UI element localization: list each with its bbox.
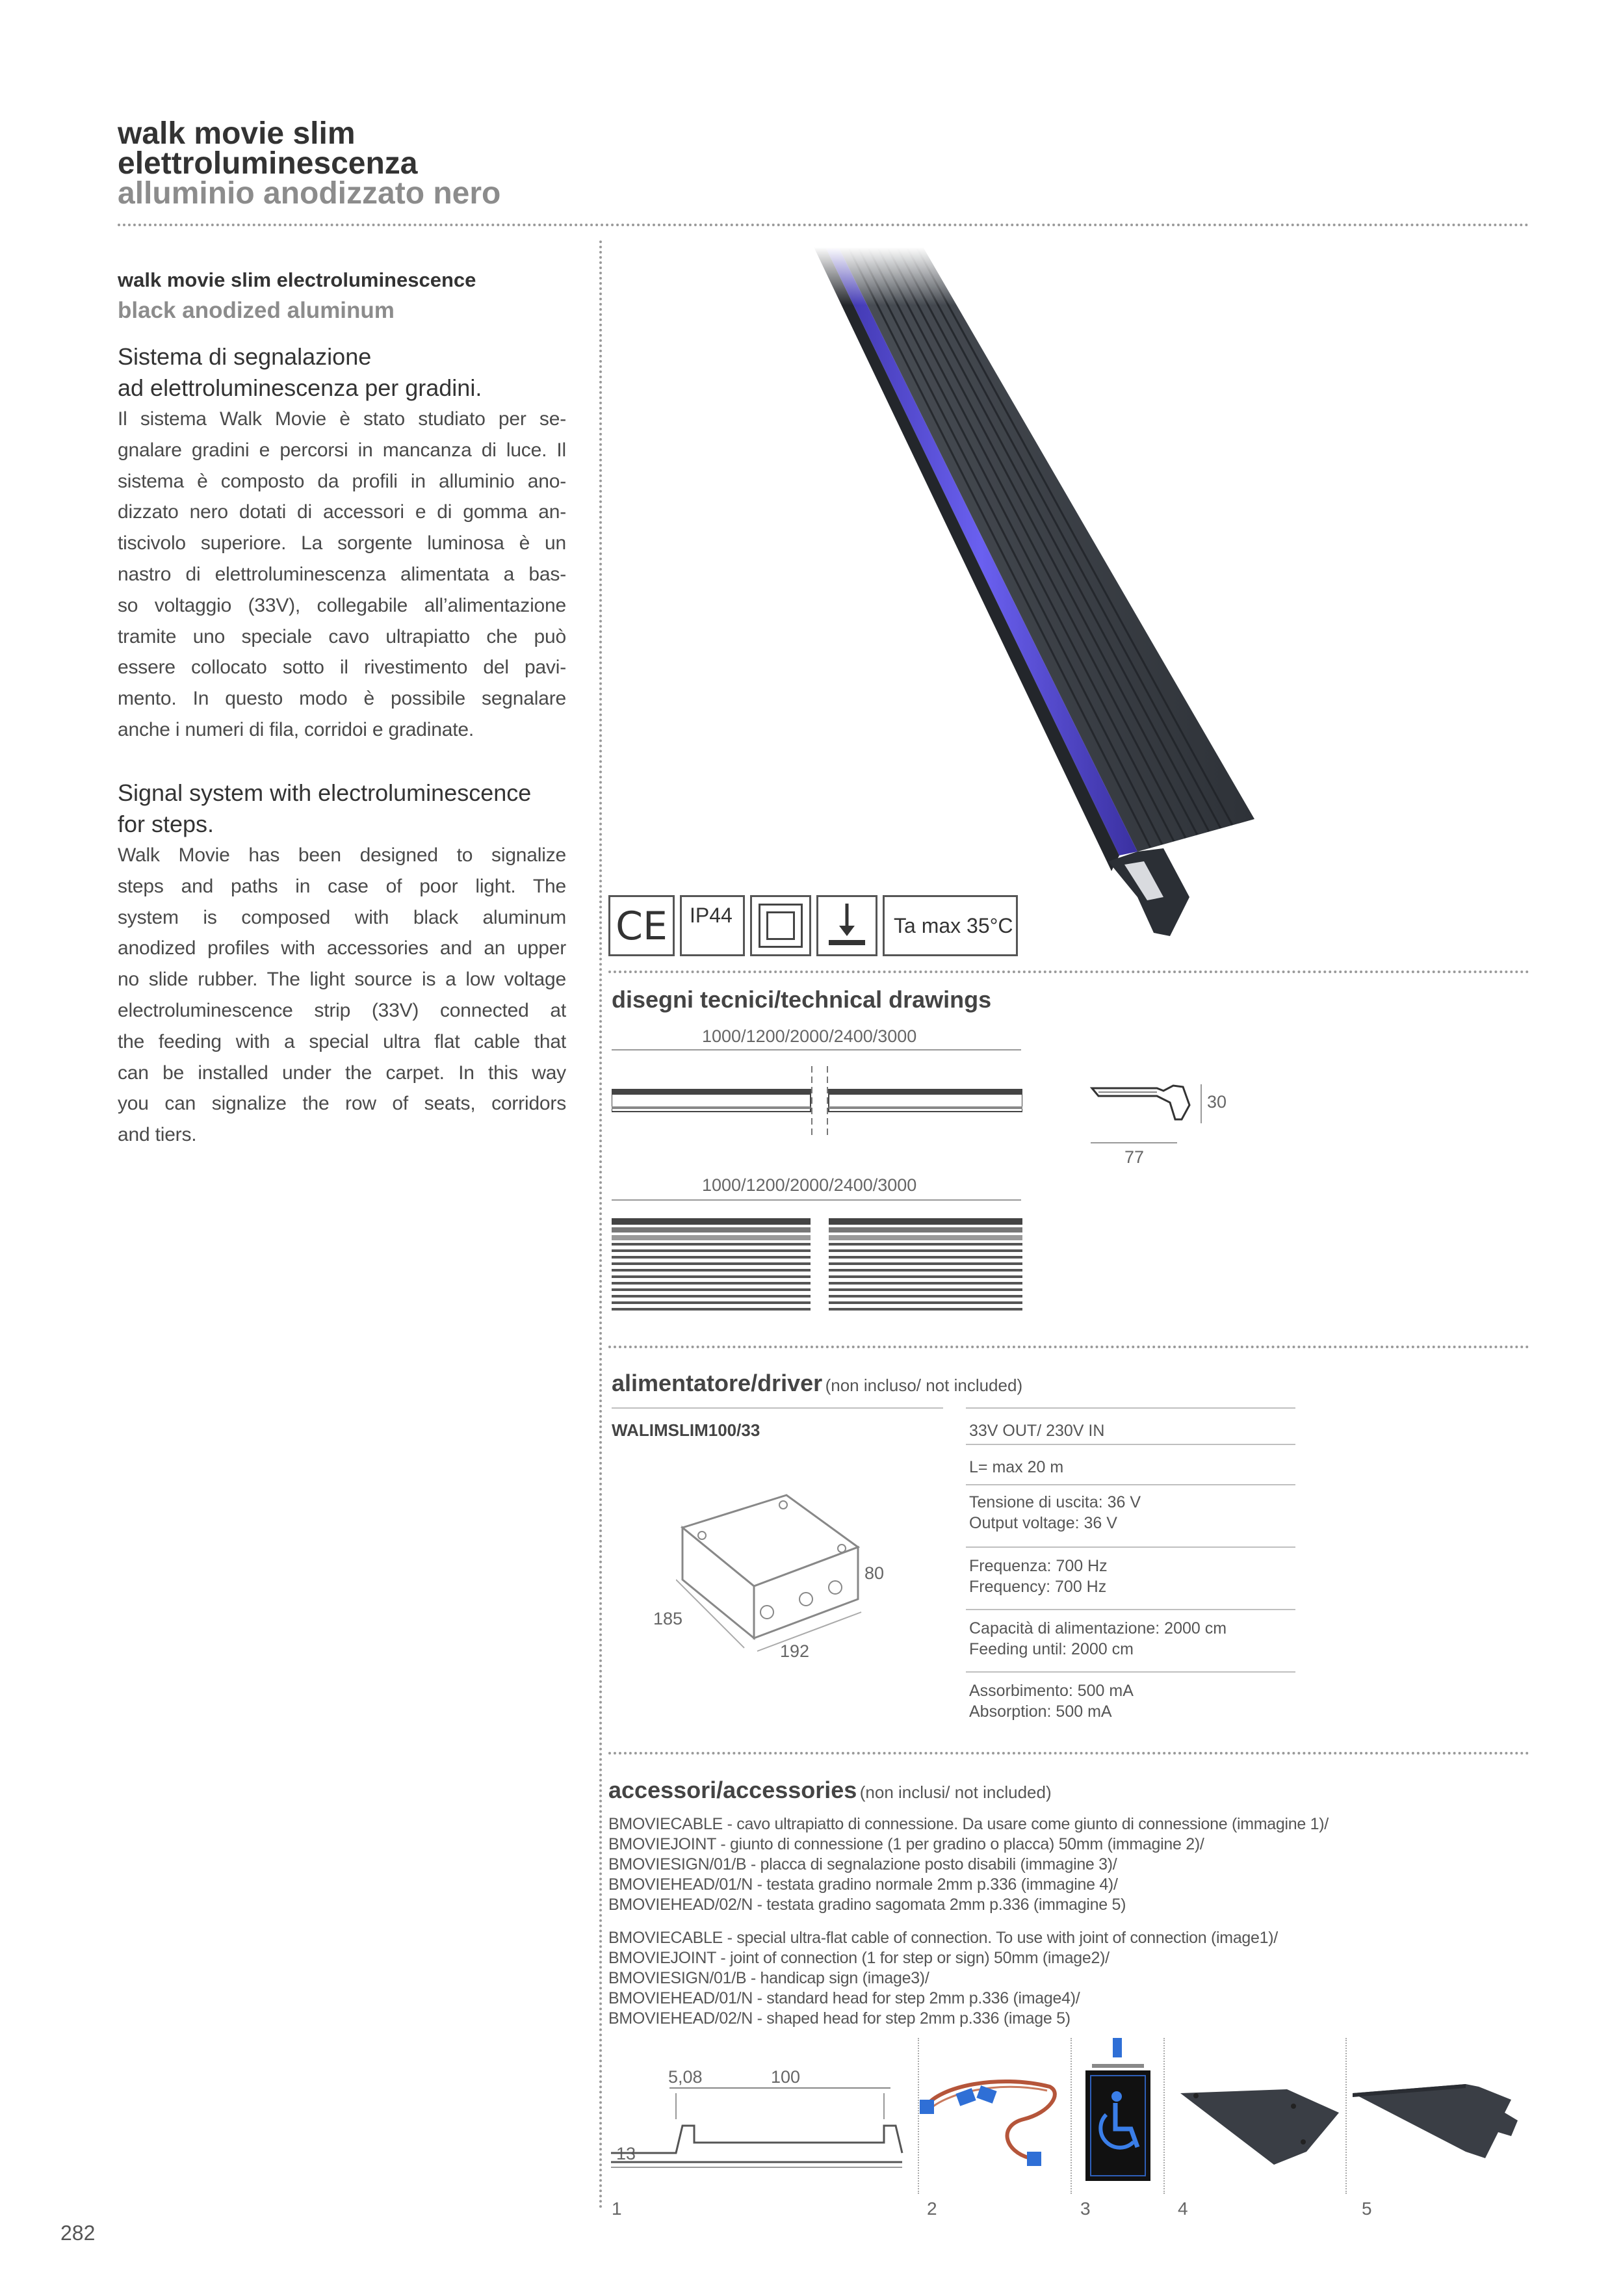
italian-heading-1: Sistema di segnalazione xyxy=(118,343,372,370)
text-line: BMOVIEHEAD/02/N - shaped head for step 2mm p.336 (image 5) xyxy=(608,2009,1071,2028)
spec-line: Tensione di uscita: 36 V xyxy=(969,1493,1141,1511)
spec-line: Feeding until: 2000 cm xyxy=(969,1640,1134,1658)
driver-dim-width: 185 xyxy=(653,1609,683,1628)
text-line: anche i numeri di fila, corridoi e gradinate. xyxy=(118,718,474,740)
text-line: the feeding with a special ultra flat cable that xyxy=(118,1030,566,1052)
italian-body xyxy=(118,404,566,746)
english-heading-1: Signal system with electroluminescence xyxy=(118,779,532,806)
section-drawing xyxy=(1085,1079,1215,1131)
italian-description xyxy=(118,341,566,746)
spec-line: Capacità di alimentazione: 2000 cm xyxy=(969,1619,1227,1637)
page-number: 282 xyxy=(60,2221,96,2245)
text-line: and tiers. xyxy=(118,1124,197,1146)
text-line: you can signalize the row of seats, corridors xyxy=(118,1093,566,1115)
text-line: electroluminescence strip (33V) connected at xyxy=(118,999,566,1021)
spec-row xyxy=(969,1548,1294,1609)
spec-row xyxy=(969,1673,1294,1725)
spec-row xyxy=(969,1610,1294,1671)
acc-dim-a: 5,08 xyxy=(668,2067,703,2087)
surface-mount-icon xyxy=(816,895,877,956)
ip-rating-text: IP44 xyxy=(690,904,733,927)
title-line-2: elettroluminescenza xyxy=(118,146,418,181)
length-label-bottom: 1000/1200/2000/2400/3000 xyxy=(702,1175,917,1195)
accessory-4-head xyxy=(1176,2080,1345,2171)
side-view-drawing xyxy=(612,1066,1022,1139)
text-line: Il sistema Walk Movie è stato studiato per se- xyxy=(118,408,566,430)
spec-line: Frequency: 700 Hz xyxy=(969,1578,1107,1596)
text-line: can be installed under the carpet. In this way xyxy=(118,1062,566,1084)
temperature-rating xyxy=(883,895,1018,956)
accessory-3-sign xyxy=(1079,2038,1157,2187)
drawings-title: disegni tecnici/technical drawings xyxy=(612,986,992,1013)
image-number: 4 xyxy=(1178,2198,1188,2219)
text-line: so voltaggio (33V), collegabile all’alimentazione xyxy=(118,594,566,616)
driver-dim-length: 192 xyxy=(780,1641,810,1661)
column-divider xyxy=(599,241,602,2210)
accessories-title-row xyxy=(608,1777,1052,1804)
accessory-1-drawing xyxy=(611,2080,903,2178)
text-line: BMOVIEHEAD/01/N - standard head for step 2mm p.336 (image4)/ xyxy=(608,1989,1080,2007)
spec-line: L= max 20 m xyxy=(969,1458,1064,1476)
english-heading-2: for steps. xyxy=(118,811,214,837)
image-number: 3 xyxy=(1080,2198,1091,2219)
english-body xyxy=(118,840,566,1151)
spec-line: Output voltage: 36 V xyxy=(969,1514,1117,1532)
driver-divider xyxy=(608,1346,1529,1348)
ce-mark xyxy=(608,895,675,956)
accessories-divider xyxy=(608,1752,1529,1755)
image-number: 2 xyxy=(927,2198,937,2219)
accessories-title: accessori/accessories xyxy=(608,1777,857,1803)
english-description xyxy=(118,777,566,1151)
text-line: nastro di elettroluminescenza alimentata a bas- xyxy=(118,563,566,585)
text-line: system is composed with black aluminum xyxy=(118,906,566,928)
product-image xyxy=(773,247,1267,949)
top-view-drawing xyxy=(612,1216,1022,1316)
text-line: BMOVIEJOINT - joint of connection (1 for step or sign) 50mm (image2)/ xyxy=(608,1949,1110,1967)
text-line: dizzato nero dotati di accessori e di gomma an- xyxy=(118,501,566,523)
spec-line: Frequenza: 700 Hz xyxy=(969,1557,1108,1575)
subtitle-material: black anodized aluminum xyxy=(118,298,395,323)
driver-title-row xyxy=(612,1370,1022,1397)
text-line: BMOVIECABLE - special ultra-flat cable of connection. To use with joint of connection (image1)/ xyxy=(608,1929,1278,1947)
text-line: steps and paths in case of poor light. The xyxy=(118,875,566,897)
text-line: tramite uno speciale cavo ultrapiatto che può xyxy=(118,625,566,647)
text-line: anodized profiles with accessories and an upper xyxy=(118,937,566,959)
text-line: BMOVIESIGN/01/B - handicap sign (image3)/ xyxy=(608,1969,929,1987)
text-line: sistema è composto da profili in alluminio ano- xyxy=(118,470,566,492)
text-line: BMOVIECABLE - cavo ultrapiatto di connessione. Da usare come giunto di connessione (immagine 1)/ xyxy=(608,1815,1329,1833)
driver-specs xyxy=(969,1420,1294,1725)
text-line: BMOVIEHEAD/01/N - testata gradino normale 2mm p.336 (immagine 4)/ xyxy=(608,1875,1118,1894)
image-number: 1 xyxy=(612,2198,622,2219)
ce-mark-text: CE xyxy=(616,904,668,949)
driver-title: alimentatore/driver xyxy=(612,1370,823,1396)
accessories-italian xyxy=(608,1814,1329,1915)
driver-dim-height: 80 xyxy=(864,1563,885,1583)
italian-heading-2: ad elettroluminescenza per gradini. xyxy=(118,374,482,401)
accessory-2-cable xyxy=(920,2048,1066,2178)
spec-row xyxy=(969,1420,1294,1444)
text-line: mento. In questo modo è possibile segnalare xyxy=(118,688,566,710)
text-line: Walk Movie has been designed to signalize xyxy=(118,844,566,866)
text-line: BMOVIEHEAD/02/N - testata gradino sagomata 2mm p.336 (immagine 5) xyxy=(608,1896,1126,1914)
spec-line: 33V OUT/ 230V IN xyxy=(969,1422,1105,1440)
accessories-english xyxy=(608,1928,1278,2029)
length-label-top: 1000/1200/2000/2400/3000 xyxy=(702,1026,917,1046)
subtitle-en: walk movie slim electroluminescence xyxy=(118,268,476,291)
header-divider xyxy=(118,224,1529,226)
text-line: gnalare gradini e percorsi in mancanza di luce. Il xyxy=(118,439,566,461)
title-line-1: walk movie slim xyxy=(118,116,356,151)
text-line: no slide rubber. The light source is a low voltage xyxy=(118,969,566,991)
spec-line: Absorption: 500 mA xyxy=(969,1702,1112,1721)
text-line: tiscivolo superiore. La sorgente luminosa è un xyxy=(118,532,566,554)
acc-dim-b: 100 xyxy=(771,2067,801,2087)
accessories-note: (non inclusi/ not included) xyxy=(859,1782,1052,1802)
text-line: essere collocato sotto il rivestimento del pavi- xyxy=(118,657,566,679)
ip-rating xyxy=(680,895,745,956)
text-line: BMOVIEJOINT - giunto di connessione (1 per gradino o placca) 50mm (immagine 2)/ xyxy=(608,1835,1204,1853)
section-width: 77 xyxy=(1124,1147,1145,1167)
text-line: BMOVIESIGN/01/B - placca di segnalazione posto disabili (immagine 3)/ xyxy=(608,1855,1117,1873)
driver-code: WALIMSLIM100/33 xyxy=(612,1420,760,1440)
section-height: 30 xyxy=(1207,1092,1227,1112)
drawings-divider xyxy=(608,971,1529,973)
accessory-5-head xyxy=(1349,2074,1531,2165)
acc-dim-c: 13 xyxy=(616,2144,636,2163)
image-number: 5 xyxy=(1362,2198,1372,2219)
title-line-3: alluminio anodizzato nero xyxy=(118,176,501,211)
spec-row xyxy=(969,1445,1294,1484)
class-ii-icon xyxy=(750,895,811,956)
temperature-rating-text: Ta max 35°C xyxy=(894,914,1013,937)
driver-drawing xyxy=(676,1489,871,1671)
driver-note: (non incluso/ not included) xyxy=(825,1376,1023,1395)
spec-row xyxy=(969,1485,1294,1546)
spec-line: Assorbimento: 500 mA xyxy=(969,1682,1134,1700)
